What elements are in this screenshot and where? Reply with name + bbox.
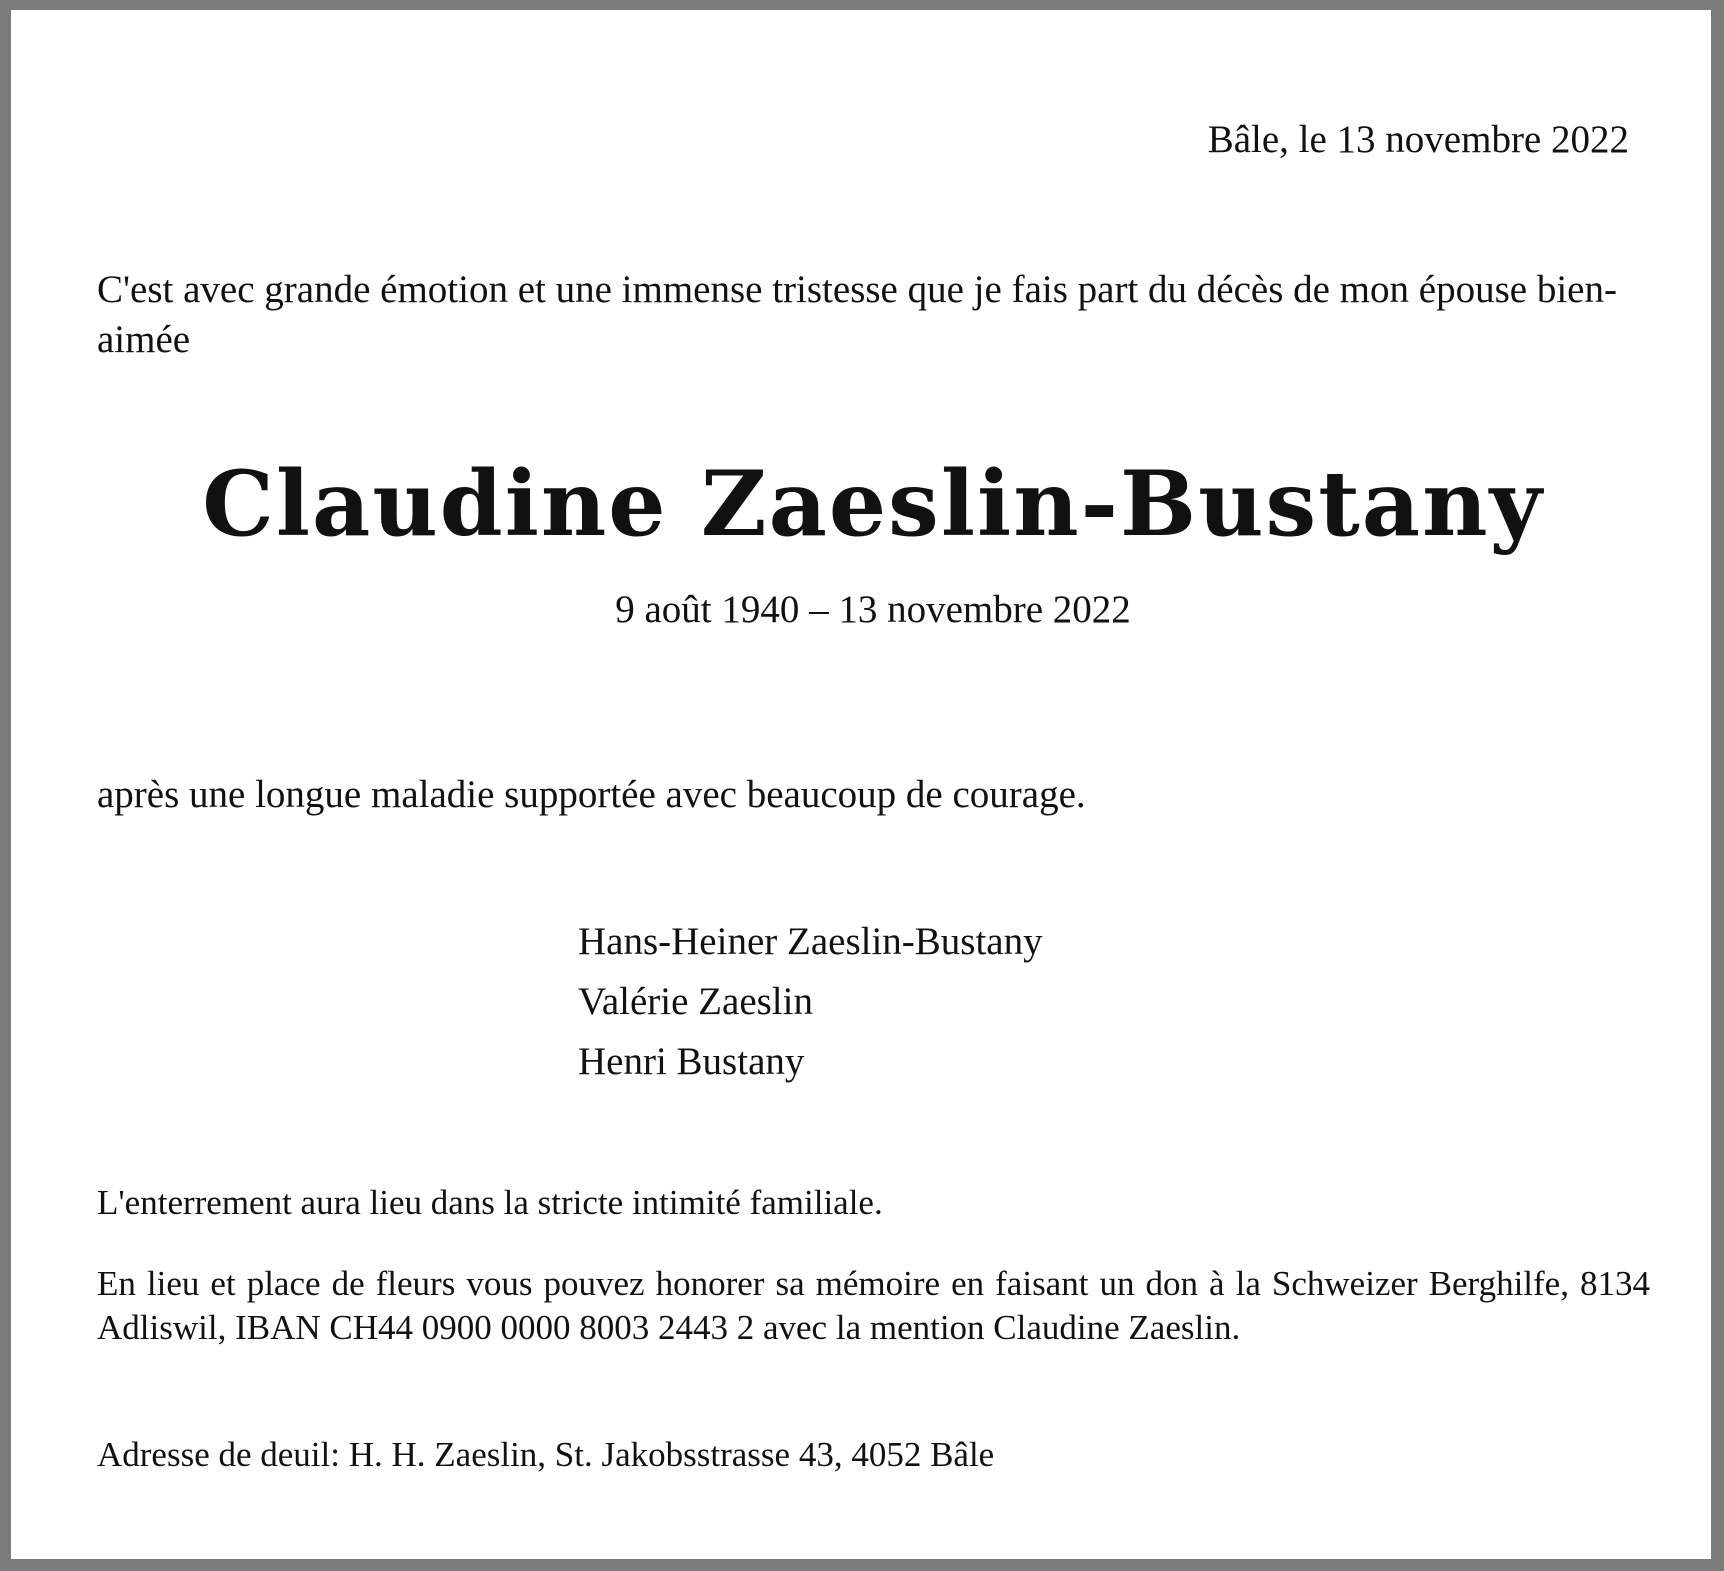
mourning-address: Adresse de deuil: H. H. Zaeslin, St. Jakobsstrasse 43, 4052 Bâle xyxy=(97,1435,995,1474)
funeral-info: L'enterrement aura lieu dans la stricte intimité familiale. xyxy=(97,1183,883,1222)
donation-info: En lieu et place de fleurs vous pouvez honorer sa mémoire en faisant un don à la Schweizer Berghilfe, 8134 Adliswil, IBAN CH44 0900 0000 8003 2443 2 avec la mention Claudine Zaeslin. xyxy=(97,1264,1650,1347)
life-dates: 9 août 1940 – 13 novembre 2022 xyxy=(615,588,1131,631)
signers-list xyxy=(578,912,1043,1092)
intro-paragraph: C'est avec grande émotion et une immense tristesse que je fais part du décès de mon épouse bien-aimée xyxy=(97,268,1617,361)
deceased-name: Claudine Zaeslin-Bustany xyxy=(202,451,1544,557)
place-date: Bâle, le 13 novembre 2022 xyxy=(1207,118,1629,161)
signer-name: Valérie Zaeslin xyxy=(578,980,813,1023)
signer-name: Hans-Heiner Zaeslin-Bustany xyxy=(578,920,1043,963)
illness-paragraph: après une longue maladie supportée avec beaucoup de courage. xyxy=(97,773,1086,816)
signer-name: Henri Bustany xyxy=(578,1040,805,1083)
